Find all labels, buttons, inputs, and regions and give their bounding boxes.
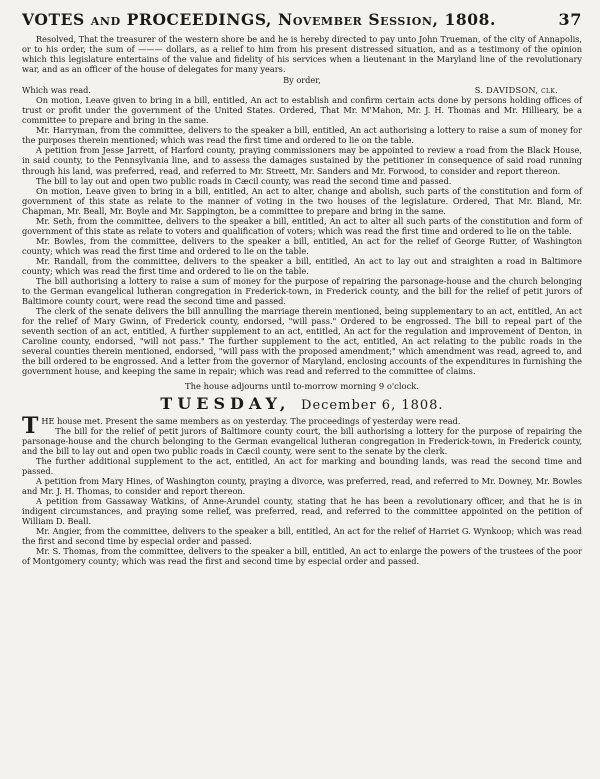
- paragraph: Mr. Angier, from the committee, delivers to the speaker a bill, entitled, An act for the relief of Harriet G. Wynkoop; which was read the first and second time by especial order and passed.: [22, 526, 582, 547]
- paragraph: The bill for the relief of petit jurors of Baltimore county court, the bill authorising a lottery for the purpose of repairing the parsonage-house and the church belonging to the German evangelical lutheran congregation in Frederick-town, in Frederick county, and the bill to lay out and open two public roads in Cæcil county, were sent to the senate by the clerk.: [22, 425, 582, 456]
- which-was-read: Which was read.: [22, 85, 91, 96]
- opening-paragraph: [22, 412, 582, 439]
- paragraph: Mr. S. Thomas, from the committee, delivers to the speaker a bill, entitled, An act to enlarge the powers of the trustees of the poor of Montgomery county; which was read the first and second time by especial order and passed.: [22, 546, 582, 567]
- paragraph: On motion, Leave given to bring in a bill, entitled, An act to establish and confirm certain acts done by persons holding offices of trust or profit under the government of the United States. Ordered, That Mr. M'Mahon, Mr. J. H. Thomas and Mr. Hillieary, be a committee to prepare and bring in the same.: [22, 95, 582, 126]
- paragraph: A petition from Gassaway Watkins, of Anne-Arundel county, stating that he has been a revolutionary officer, and that he is in indigent circumstances, and praying some relief, was preferred, read, and referred to the committee appointed on the petition of William D. Beall.: [22, 495, 582, 526]
- paragraph: On motion, Leave given to bring in a bill, entitled, An act to alter, change and abolish, such parts of the constitution and form of government of this state as relate to the manner of voting in the two houses of the legislature. Ordered, That Mr. Bland, Mr. Chapman, Mr. Beall, Mr. Boyle and Mr. Sappington, be a committee to prepare and bring in the same.: [22, 185, 582, 216]
- paragraph: The clerk of the senate delivers the bill annulling the marriage therein mentioned, being supplementary to an act, entitled, An act for the relief of Mary Gwinn, of Frederick county, endorsed, "will pass." Ordered to be engrossed. The bill to repeal part of the seventh section of an act, entitled, A further supplement to an act, entitled, An act for the regulation and improvement of Denton, in Caroline county, endorsed, "will not pass." The further supplement to the act, entitled, An act relating to the public roads in the several counties therein mentioned, endorsed, "will pass with the proposed amendment;" which amendment was read, agreed to, and the bill ordered to be engrossed. And a letter from the governor of Maryland, enclosing accounts of the expenditures in furnishing the government house, and keeping the same in repair; which was read and referred to the committee of claims.: [22, 306, 582, 377]
- paragraph: The bill to lay out and open two public roads in Cæcil county, was read the second time and passed.: [36, 175, 452, 186]
- page-number: 37: [558, 10, 582, 29]
- opening-text: HE house met. Present the same members as on yesterday. The proceedings of yesterday were read.: [41, 415, 461, 426]
- paragraph: A petition from Jesse Jarrett, of Harford county, praying commissioners may be appointed to review a road from the Black House, in said county, to the Pennsylvania line, and to assess the damages sustained by the petitioner in consequence of said road running through his land, was preferred, read, and referred to Mr. Streett, Mr. Sanders and Mr. Forwood, to consider and report thereon.: [22, 145, 582, 176]
- adjournment-notice: The house adjourns until to-morrow morning 9 o'clock.: [184, 380, 419, 391]
- page-header: [22, 10, 582, 29]
- day-date: December 6, 1808.: [301, 397, 444, 413]
- paragraph: Mr. Bowles, from the committee, delivers to the speaker a bill, entitled, An act for the relief of George Rutter, of Washington county; which was read the first time and ordered to lie on the table.: [22, 235, 582, 256]
- paragraph: Mr. Randall, from the committee, delivers to the speaker a bill, entitled, An act to lay out and straighten a road in Baltimore county; which was read the first time and ordered to lie on the table.: [22, 255, 582, 276]
- day-name: TUESDAY,: [160, 393, 291, 413]
- paragraph: Mr. Seth, from the committee, delivers to the speaker a bill, entitled, An act to alter all such parts of the constitution and form of government of this state as relate to voters and qualification of voters; which was read the first time and ordered to lie on the table.: [22, 215, 582, 236]
- paragraph: Mr. Harryman, from the committee, delivers to the speaker a bill, entitled, An act authorising a lottery to raise a sum of money for the purposes therein mentioned; which was read the first time and ordered to lie on the table.: [22, 125, 582, 146]
- paragraph: The bill authorising a lottery to raise a sum of money for the purpose of repairing the parsonage-house and the church belonging to the German evangelical lutheran congregation in Frederick-town, in Frederick county, and the bill for the relief of petit jurors of Baltimore county court, were read the second time and passed.: [22, 276, 582, 307]
- paragraph: A petition from Mary Hines, of Washington county, praying a divorce, was preferred, read, and referred to Mr. Downey, Mr. Bowles and Mr. J. H. Thomas, to consider and report thereon.: [22, 475, 582, 496]
- by-order-line: By order,: [283, 75, 321, 86]
- day-heading: [22, 394, 582, 413]
- signature-row: [22, 85, 582, 95]
- paragraph: The further additional supplement to the act, entitled, An act for marking and bounding lands, was read the second time and passed.: [22, 455, 582, 476]
- drop-cap: T: [22, 412, 39, 439]
- clerk-signature: S. DAVIDSON, clk.: [474, 85, 558, 96]
- running-title: VOTES and PROCEEDINGS, November Session, 1808.: [22, 10, 497, 29]
- resolution-paragraph: Resolved, That the treasurer of the western shore be and he is hereby directed to pay unto John Trueman, of the city of Annapolis, or to his order, the sum of ——— dollars, as a relief to him from his present distressed situation, and as a testimony of the opinion which this legislature entertains of the value and fidelity of his services when a lieutenant in the Maryland line of the revolutionary war, and as an officer of the house of delegates for many years.: [22, 34, 582, 75]
